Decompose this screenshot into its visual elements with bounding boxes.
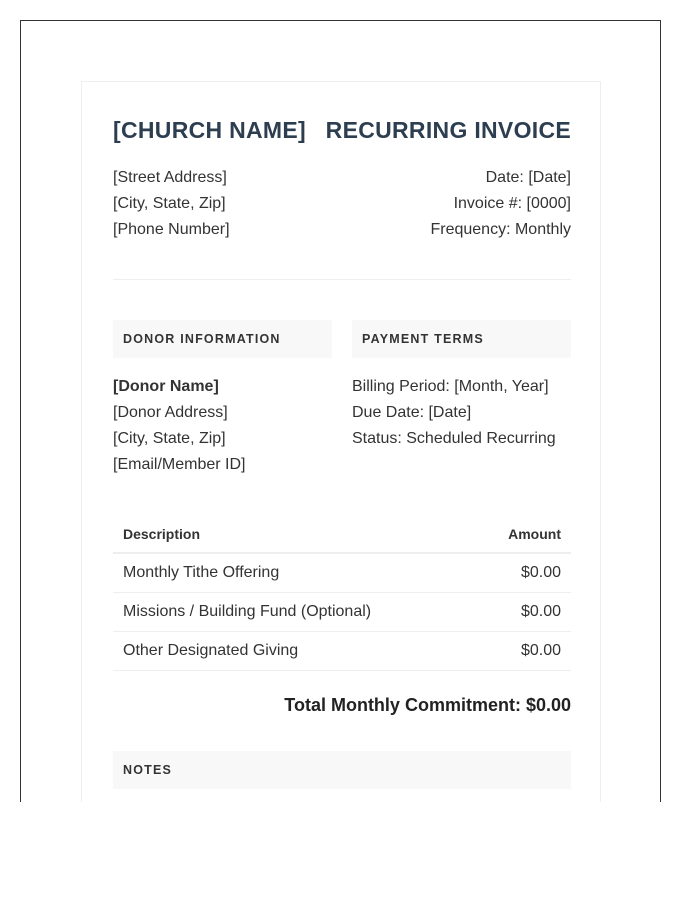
due-date: Due Date: [Date] <box>352 404 472 421</box>
payment-terms-lines <box>352 374 571 452</box>
header-divider <box>113 279 571 280</box>
description-column-header: Description <box>113 516 473 553</box>
amount-column-header: Amount <box>473 516 571 553</box>
line-items-table <box>113 516 571 671</box>
total-commitment: Total Monthly Commitment: $0.00 <box>284 695 571 715</box>
invoice-document <box>81 81 601 802</box>
title-row <box>113 117 571 147</box>
table-row <box>113 632 571 671</box>
invoice-number: Invoice #: [0000] <box>453 195 571 212</box>
donor-city-state-zip: [City, State, Zip] <box>113 430 226 447</box>
billing-period: Billing Period: [Month, Year] <box>352 378 549 395</box>
page-frame <box>20 20 661 802</box>
donor-email-member-id: [Email/Member ID] <box>113 456 246 473</box>
line-item-description: Missions / Building Fund (Optional) <box>113 593 473 632</box>
invoice-content <box>113 82 571 789</box>
notes-heading: NOTES <box>113 751 571 789</box>
payment-terms-heading: PAYMENT TERMS <box>352 320 571 358</box>
street-address: [Street Address] <box>113 169 227 186</box>
line-item-description: Other Designated Giving <box>113 632 473 671</box>
phone-number: [Phone Number] <box>113 221 230 238</box>
donor-info-heading: DONOR INFORMATION <box>113 320 332 358</box>
payment-status: Status: Scheduled Recurring <box>352 430 556 447</box>
payment-terms-section <box>352 320 571 478</box>
document-title: RECURRING INVOICE <box>325 117 571 143</box>
table-header-row <box>113 516 571 553</box>
donor-info-lines <box>113 374 332 478</box>
donor-name: [Donor Name] <box>113 378 219 395</box>
line-item-amount: $0.00 <box>473 632 571 671</box>
line-item-amount: $0.00 <box>473 553 571 593</box>
line-item-amount: $0.00 <box>473 593 571 632</box>
info-grid <box>113 320 571 478</box>
city-state-zip: [City, State, Zip] <box>113 195 226 212</box>
church-name: [CHURCH NAME] <box>113 117 306 143</box>
donor-info-section <box>113 320 332 478</box>
church-address-block <box>113 165 230 243</box>
invoice-frequency: Frequency: Monthly <box>430 221 571 238</box>
line-item-description: Monthly Tithe Offering <box>113 553 473 593</box>
invoice-date: Date: [Date] <box>485 169 571 186</box>
table-row <box>113 593 571 632</box>
invoice-meta-block <box>430 165 571 243</box>
donor-address: [Donor Address] <box>113 404 228 421</box>
table-row <box>113 553 571 593</box>
header-details <box>113 165 571 243</box>
